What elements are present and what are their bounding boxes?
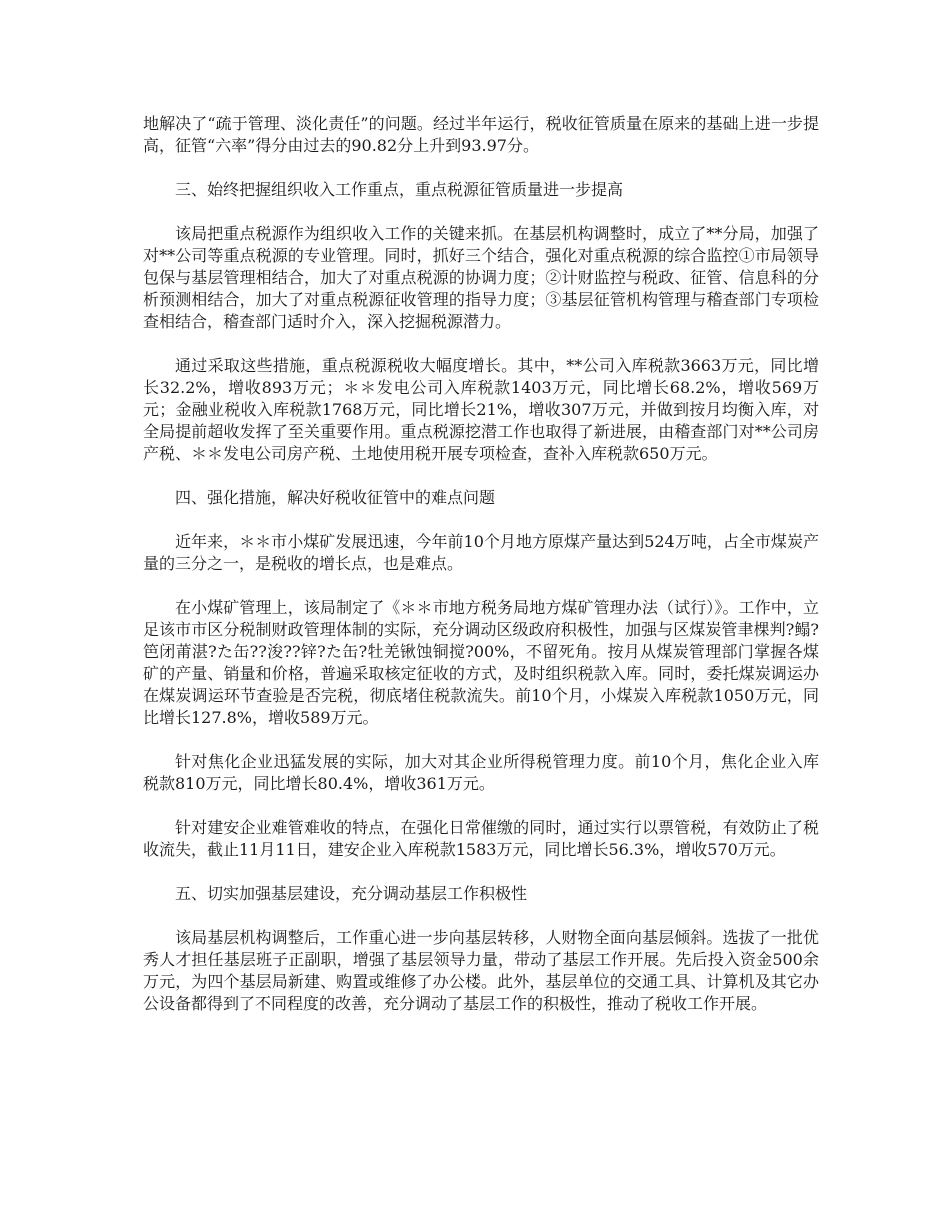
section-heading-5: 五、切实加强基层建设，充分调动基层工作积极性 <box>175 884 528 903</box>
document-body <box>143 113 819 1037</box>
paragraph: 针对建安企业难管难收的特点，在强化日常催缴的同时，通过实行以票管税，有效防止了税收流失，截止11月11日，建安企业入库税款1583万元，同比增长56.3%，增收570万元。 <box>143 818 819 859</box>
paragraph: 在小煤矿管理上，该局制定了《＊＊市地方税务局地方煤矿管理办法（试行）》。工作中，立足该市市区分税制财政管理体制的实际，充分调动区级政府积极性，加强与区煤炭管聿棵判?鳎?笆闭莆湛?た缶??浚??锌?た缶?牡羌锹蚀铜搅?00%，不留死角。按月从煤炭管理部门掌握各煤矿的产量、销量和价格，普遍采取核定征收的方式，及时组织税款入库。同时，委托煤炭调运办在煤炭调运环节查验是否完税，彻底堵住税款流失。前10个月，小煤炭入库税款1050万元，同比增长127.8%，增收589万元。 <box>143 598 819 727</box>
paragraph: 该局把重点税源作为组织收入工作的关键来抓。在基层机构调整时，成立了**分局，加强了对**公司等重点税源的专业管理。同时，抓好三个结合，强化对重点税源的综合监控①市局领导包保与基层管理相结合，加大了对重点税源的协调力度；②计财监控与税政、征管、信息科的分析预测相结合，加大了对重点税源征收管理的指导力度；③基层征管机构管理与稽查部门专项检查相结合，稽查部门适时介入，深入挖掘税源潜力。 <box>143 224 819 331</box>
paragraph: 该局基层机构调整后，工作重心进一步向基层转移，人财物全面向基层倾斜。选拔了一批优秀人才担任基层班子正副职，增强了基层领导力量，带动了基层工作开展。先后投入资金500余万元，为四个基层局新建、购置或维修了办公楼。此外，基层单位的交通工具、计算机及其它办公设备都得到了不同程度的改善，充分调动了基层工作的积极性，推动了税收工作开展。 <box>143 928 819 1013</box>
paragraph-continued: 地解决了“疏于管理、淡化责任”的问题。经过半年运行，税收征管质量在原来的基础上进一步提高，征管“六率”得分由过去的90.82分上升到93.97分。 <box>143 114 819 155</box>
paragraph: 近年来，＊＊市小煤矿发展迅速，今年前10个月地方原煤产量达到524万吨，占全市煤炭产量的三分之一，是税收的增长点，也是难点。 <box>143 532 819 573</box>
section-heading-3: 三、始终把握组织收入工作重点，重点税源征管质量进一步提高 <box>175 180 624 199</box>
section-heading-4: 四、强化措施，解决好税收征管中的难点问题 <box>175 488 496 507</box>
paragraph: 通过采取这些措施，重点税源税收大幅度增长。其中，**公司入库税款3663万元，同比增长32.2%，增收893万元；＊＊发电公司入库税款1403万元，同比增长68.2%，增收569万元；金融业税收入库税款1768万元，同比增长21%，增收307万元，并做到按月均衡入库，对全局提前超收发挥了至关重要作用。重点税源挖潜工作也取得了新进展，由稽查部门对**公司房产税、＊＊发电公司房产税、土地使用税开展专项检查，查补入库税款650万元。 <box>143 356 819 463</box>
paragraph: 针对焦化企业迅猛发展的实际，加大对其企业所得税管理力度。前10个月，焦化企业入库税款810万元，同比增长80.4%，增收361万元。 <box>143 752 819 793</box>
